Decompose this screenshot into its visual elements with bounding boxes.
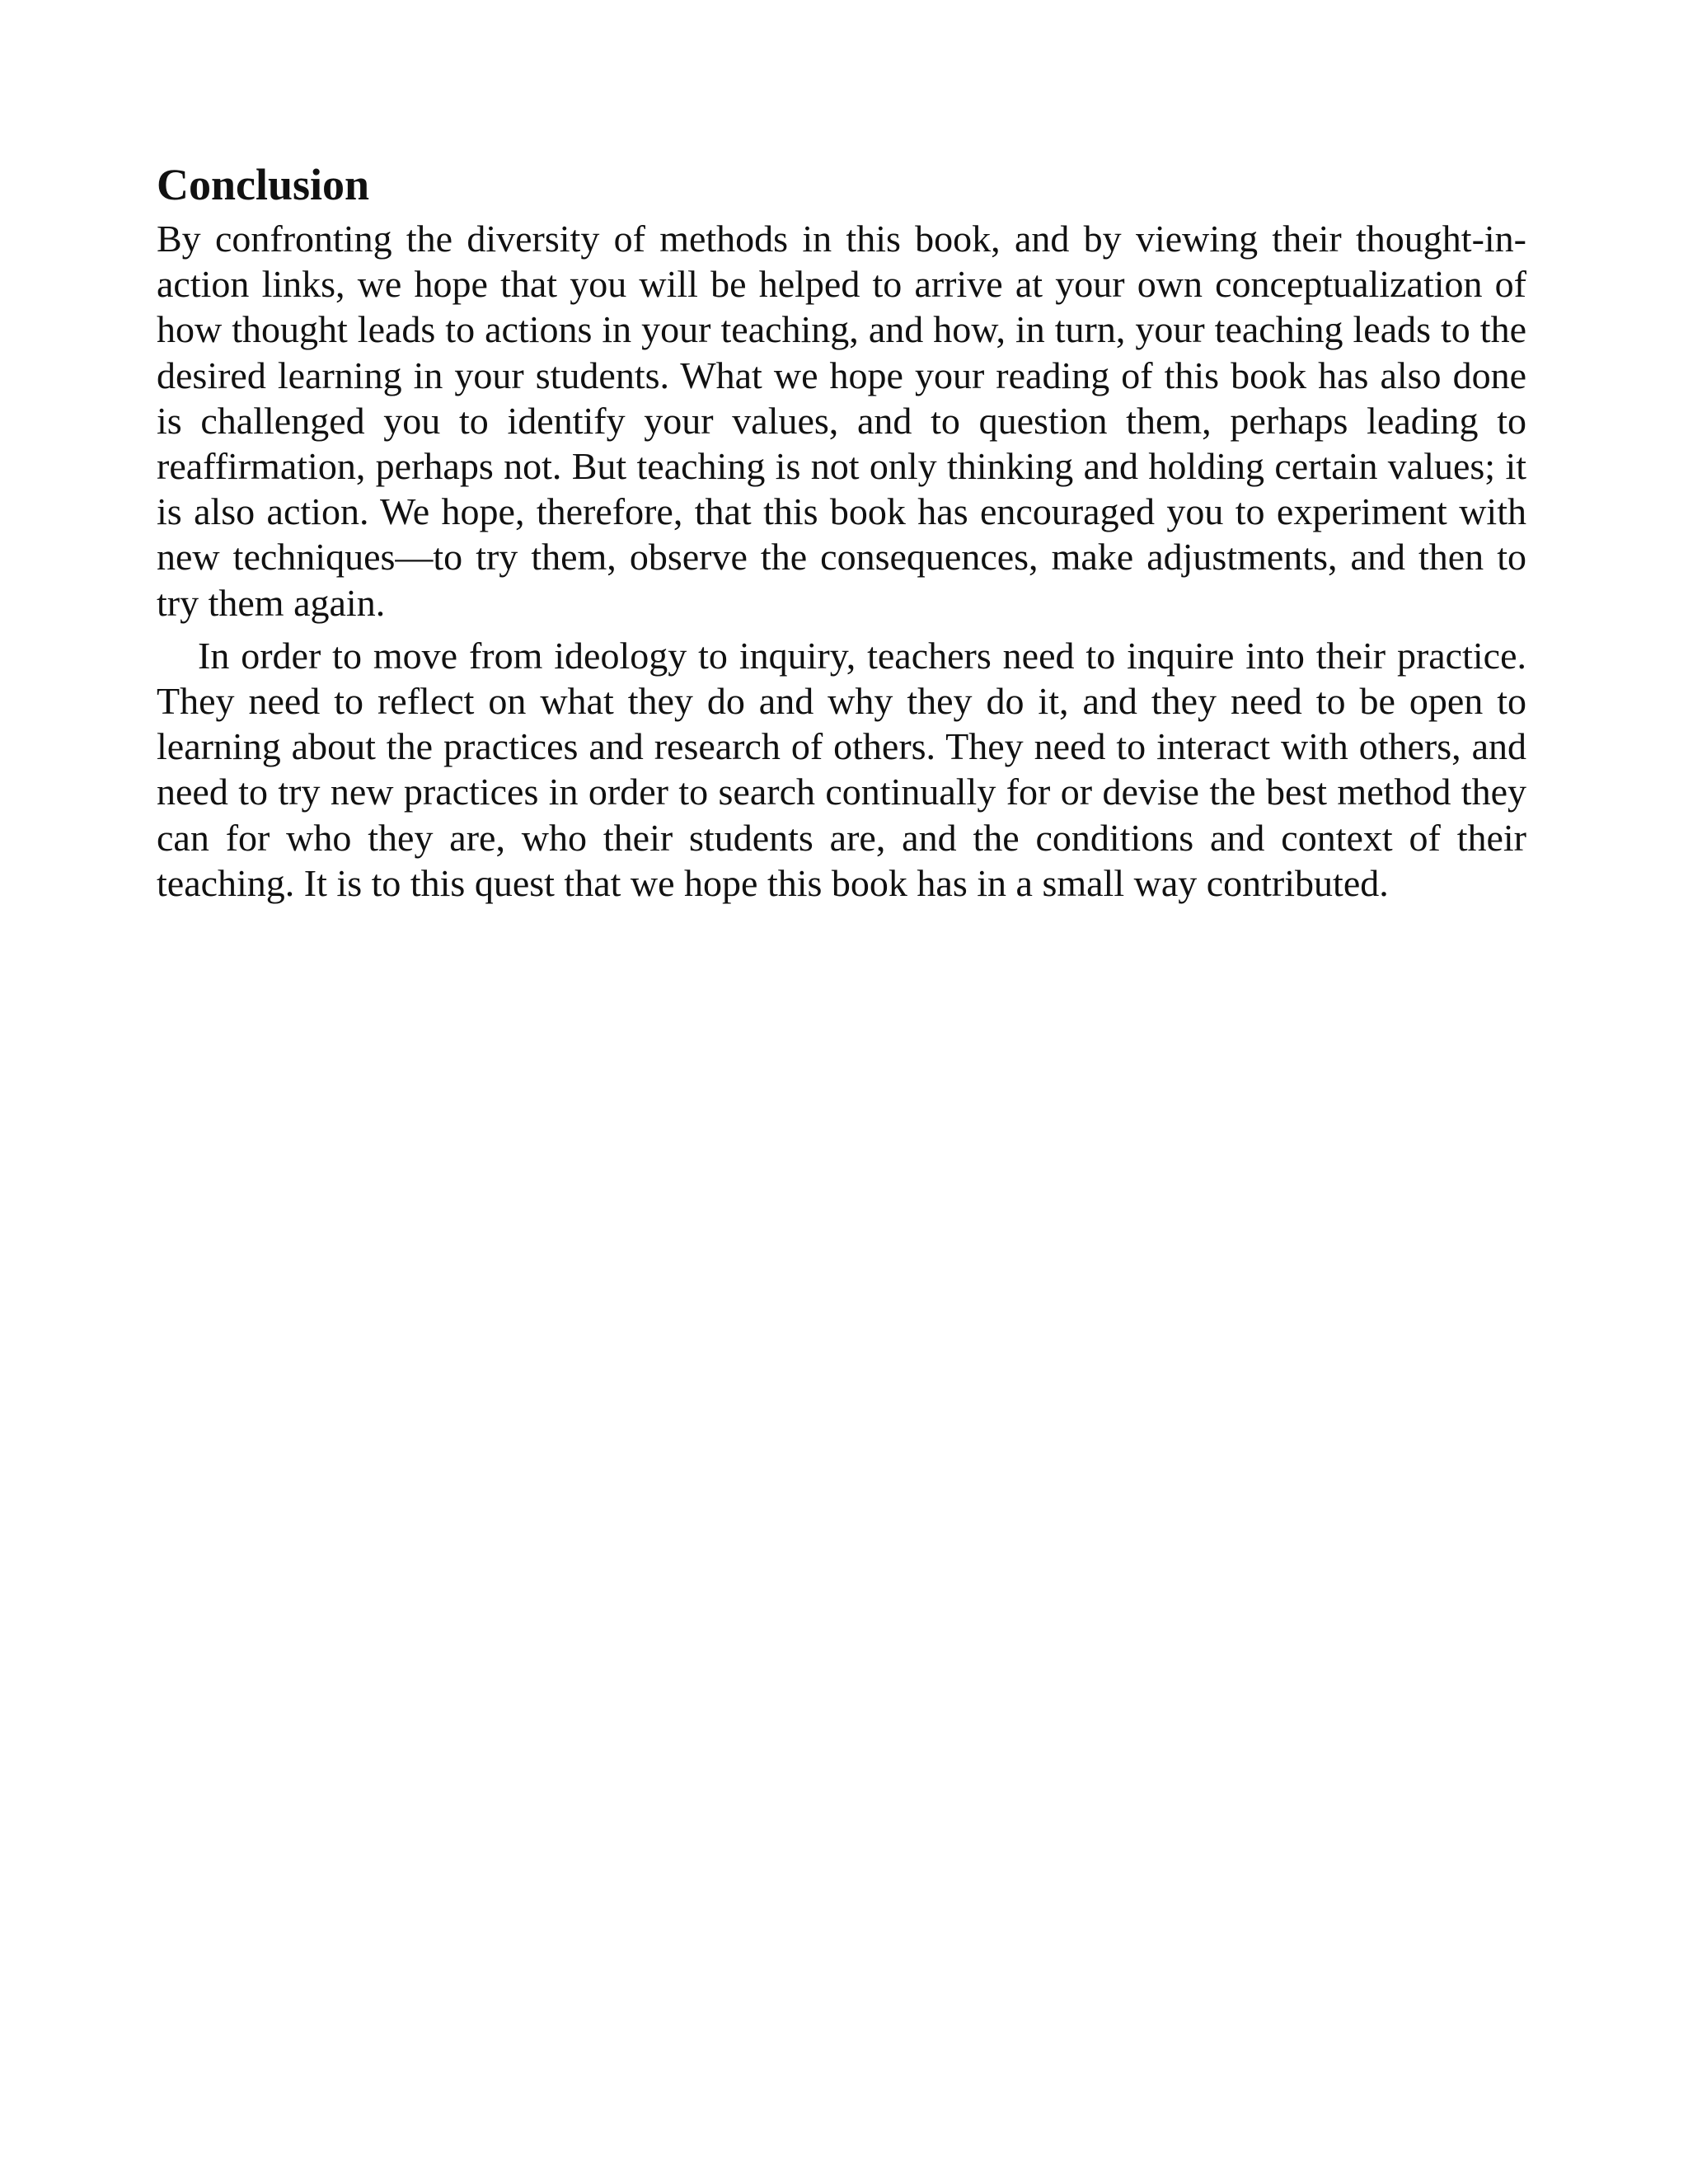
- body-paragraph-1: By confronting the diversity of methods in this book, and by viewing their thought-in-action links, we hope that you will be helped to arrive at your own conceptualization of how thought leads to actions in your teaching, and how, in turn, your teaching leads to the desired learning in your students. What we hope your reading of this book has also done is challenged you to identify your values, and to question them, perhaps leading to reaffirmation, perhaps not. But teaching is not only thinking and holding certain values; it is also action. We hope, therefore, that this book has encouraged you to experiment with new techniques—to try them, observe the consequences, make adjustments, and then to try them again.: [157, 218, 1526, 624]
- page-content: [157, 155, 1526, 906]
- body-paragraph-2: In order to move from ideology to inquiry, teachers need to inquire into their practice. They need to reflect on what they do and why they do it, and they need to be open to learning about the practices and research of others. They need to interact with others, and need to try new practices in order to search continually for or devise the best method they can for who they are, who their students are, and the conditions and context of their teaching. It is to this quest that we hope this book has in a small way contributed.: [157, 634, 1526, 904]
- section-heading: Conclusion: [157, 160, 370, 209]
